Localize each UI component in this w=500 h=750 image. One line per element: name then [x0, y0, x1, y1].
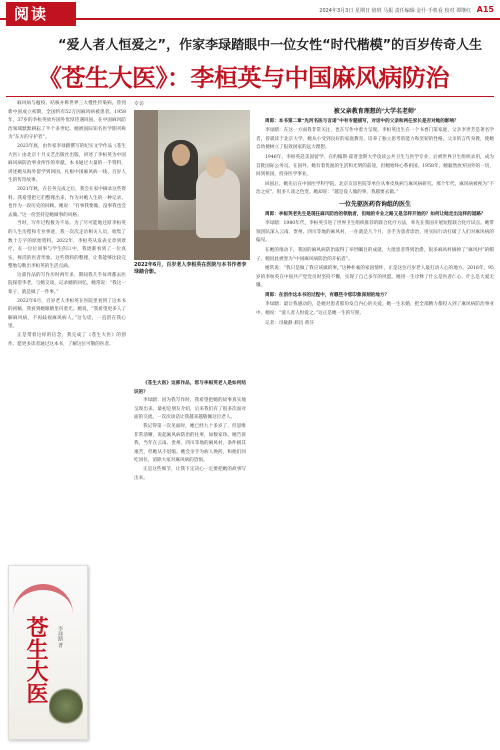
tree-illustration: [49, 686, 83, 726]
section-heading: 被父亲教育理想的‘大学名老师’: [333, 108, 417, 115]
date-info: 2024年3月3日 星期日 值班 马振 责任编辑 金什·手机看 校对 谭继红: [319, 8, 472, 14]
paragraph: 在她的推动下，我国的麻风病防治取得了举世瞩目的成就，大批患者得到治愈，很多麻风村摘掉了“麻风村”的帽子。她因此被誉为“中国麻风病防治的开拓者”。: [256, 247, 494, 262]
question: 《苍生大医》这部作品，您与李桓英老人是如何结识的？: [134, 381, 246, 395]
paragraph: 2023年底，由作家李琭踏撰写的纪实文学作品《苍生大医》由北京十月文艺出版社出版，讲述了李桓英为中国麻风病防治事业所作的奉献。本书通过大量的一手资料，讲述她从海外留学到回国、扎根中国麻风病一线、百岁人生的传奇故事。: [8, 143, 126, 184]
question: 周郎：在创作这本书的过程中，有哪些令您印象深刻的地方？: [265, 292, 390, 298]
title-divider: [6, 96, 494, 97]
header-info: [319, 5, 494, 14]
book-cover-author: 李琭踏 著: [57, 626, 63, 648]
paragraph: 李琭踏：在这一方面我非常关注，也在写作中着力呈现。李桓英出生在一个书香门第家庭，父亲李世芳是著名学者，曾就读于北京大学。她从小受到良好的家庭教育，培养了独立思考的能力和坚韧的性格。父亲的言传身教，使她自幼便树立了报效国家的远大理想。: [256, 128, 494, 151]
paragraph: 正是这些细节，让我下定决心一定要把她的故事写出来。: [134, 466, 246, 481]
book-cover-image: [8, 565, 88, 740]
paragraph: 她常说：“我只是做了我应该做的事。”这种朴素的家国情怀，正是这位百岁老人最打动人心的地方。2016年，95岁的李桓英在中国共产党党员时坚持不懈，实现了自己多年的夙愿。她用一生诠释了什么是医者仁心，什么是大爱无疆。: [256, 266, 494, 289]
brush-stroke-graphic: [13, 584, 73, 614]
photo-caption: 2022年6月，百岁老人李桓英在医院与本书作者李琭踏合影。: [134, 262, 247, 275]
paragraph: 我记得第一次见面时，她已经九十多岁了，但思维非常清晰，说起麻风病防治的往事，如数家珍。她告诉我，当年在云南、贵州、四川等地的麻风村，条件极其艰苦，但她从不退缩。她会亲手为病人换药，和他们同吃同住，消除大家对麻风病的恐惧。: [134, 423, 246, 464]
paragraph: 麻风病与瘟疫、结核并称世界三大慢性传染病，曾到新中国成立初期，全国约有52万因麻风病被患者。1958年，37岁的李桓英放弃国外优厚待遇回国，在中国麻风防治领域默默耕耘了半个多世纪。她被国际知名医学期刊称为“东方的守护者”。: [8, 101, 126, 141]
question: 周郎：本书第二章“先河名医与言诺”中有专题描写，对话中的父亲和两任家长是否对她的影响？: [265, 118, 459, 124]
column-1: [8, 100, 126, 555]
paragraph: 1946年，李桓英赴美国留学，在约翰斯·霍普金斯大学攻读公共卫生与医学专业，后被世界卫生组织录用，成为首批国际公务员。在国外，她有着优渥的生活和光明的前途，但她始终心系祖国。1958年，她毅然放弃国外的一切，回到祖国，投身医学事业。: [256, 154, 494, 178]
photo-face: [172, 144, 190, 166]
paragraph: 李琭踏：因为我写作时，我希望把她的故事真实地呈现出来。最初是朋友介绍，后来我们有了很多次面对面的交流，一次次谈话让我越来越敬佩这位老人。: [134, 398, 246, 421]
photo-person-seated: [196, 168, 240, 238]
page-number: A15: [476, 5, 494, 14]
question: 周郎：李桓英老先生是现任麻风防治的领航者，但她的专业之路又是怎样开始的？如何让她走出这样的道路？: [265, 211, 486, 217]
byline: 专访: [134, 101, 145, 107]
reporter-credit: 记者：司敏静 郝昌 黄芬: [265, 320, 314, 326]
paragraph: 2022年6月，百岁老人李桓英在医院里看到了这本书的初稿，我看到她眼睛里闪着光。她说，“我希望更多人了解麻风病，不再歧视麻风病人。”这句话，一直留在我心里。: [8, 298, 126, 330]
paragraph: 这部作品的写作历时两年多，期间我几乎每周都去医院探望李老，与她交谈，记录她的回忆。她常说：“我这一辈子，就是做了一件事。”: [8, 272, 126, 296]
paragraph: 回国后，她先后在中国医学科学院、北京友谊医院等单位从事皮肤病与麻风病研究。那个年代，麻风病被视为“不治之症”，很多人谈之色变。她却说：“越是没人做的事，我越要去做。”: [256, 181, 494, 196]
paragraph: 正是带着这样的信念，我完成了《苍生大医》的创作。愿更多读者通过这本书，了解这位可敬的医者。: [8, 333, 126, 347]
article-subtitle: “爱人者人恒爱之”，作家李琭踏眼中一位女性“时代楷模”的百岁传奇人生: [58, 38, 483, 53]
column-3: [256, 105, 494, 745]
paragraph: 李琭踏：1980年代，李桓英引进了世界卫生组织推荐的联合化疗方法，率先在我国开展短程联合化疗试点。她带领团队深入云南、贵州、四川等地的麻风村，一住就是几个月，亲手为患者诊治，用实际行动打破了人们对麻风病的偏见。: [256, 221, 494, 244]
column-2: [134, 380, 246, 740]
section-tag: 阅读: [6, 2, 76, 26]
article-title: 《苍生大医》：李桓英与中国麻风病防治: [38, 64, 449, 92]
book-cover-title: 苍生大医: [23, 616, 49, 704]
paragraph: 李琭踏：最让我感动的，是她对患者那份发自内心的关爱。她一生未婚，把全部精力都投入到了麻风病防治事业中。她说：“爱人者人恒爱之。”这正是她一生的写照。: [256, 302, 494, 317]
section-heading: 一位先驱医药咨询组的医生: [338, 200, 411, 208]
photo-face: [206, 156, 226, 178]
paragraph: 当时，写作过程极为不易。为了尽可能地还原李桓英的人生历程和专业事迹，我一次次走访相关人员，收集了数十万字的原始资料。2022年，李桓英从发表文章到诊疗，在一位位同事与学生的口中，我逐渐看到了一位真实、鲜活的医者形象。这些资料的整理，让我能够比较完整地勾勒出李桓英的生活点滴。: [8, 221, 126, 270]
article-photo: [134, 110, 250, 260]
paragraph: 2021年秋，在任务完成之后，我会在家中摘录这些资料。我希望把它们整理出来，作为对她人生的一种记录，也作为一段历史的回顾。她说：“有事我要做，没事我也会去做。”这一份坚持是她做事的风格。: [8, 186, 126, 218]
